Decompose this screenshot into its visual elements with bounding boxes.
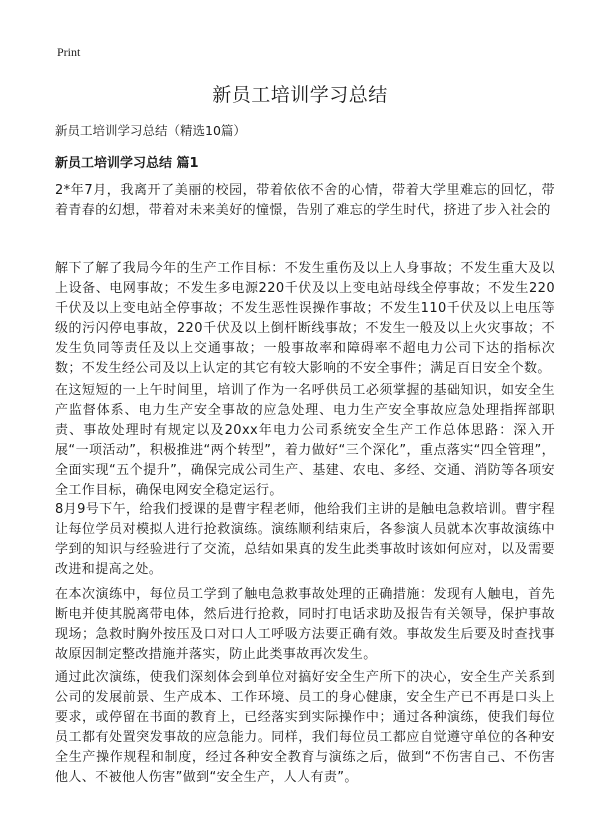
paragraph-3: 在这短短的一上午时间里，培训了作为一名呼供员工必须掌握的基础知识，如安全生产监督体系、电力生产安全事故的应急处理、电力生产安全事故应急处理指挥部职责、事故处理时有规定以及20xx年电力公司系统安全生产工作总体思路：深入开展“一项活动”，积极推进“两个转型”，着力做好“三个深化”，重点落实“四全管理”，全面实现“五个提升”，确保完成公司生产、基建、农电、多经、交通、消防等各项安全工作目标，确保电网安全稳定运行。 <box>55 383 555 498</box>
paragraph-4: 8月9号下午，给我们授课的是曹宇程老师，他给我们主讲的是触电急救培训。曹宇程让每位学员对模拟人进行抢救演练。演练顺利结束后，各参演人员就本次事故演练中学到的知识与经验进行了交流，总结如果真的发生此类事故时该如何应对，以及需要改进和提高之处。 <box>55 502 555 577</box>
page-title: 新员工培训学习总结 <box>212 84 388 106</box>
paragraph-1: 2*年7月，我离开了美丽的校园，带着依依不舍的心情，带着大学里难忘的回忆，带着青春的幻想，带着对未来美好的憧憬，告别了难忘的学生时代，挤进了步入社会的 <box>55 183 555 218</box>
paragraph-5: 在本次演练中，每位员工学到了触电急救事故处理的正确措施：发现有人触电，首先断电并使其脱离带电体，然后进行抢救，同时打电话求助及报告有关领导，保护事故现场；急救时胸外按压及口对口人工呼吸方法要正确有效。事故发生后要及时查找事故原因制定整改措施并落实，防止此类事故再次发生。 <box>55 587 555 662</box>
print-link[interactable]: Print <box>57 45 81 59</box>
section-heading: 新员工培训学习总结 篇1 <box>55 156 199 171</box>
paragraph-2: 解下了解了我局今年的生产工作目标：不发生重伤及以上人身事故；不发生重大及以上设备、电网事故；不发生多电源220千伏及以上变电站母线全停事故；不发生220千伏及以上变电站全停事故；不发生恶性误操作事故；不发生110千伏及以上电压等级的污闪停电事故，220千伏及以上倒杆断线事故；不发生一般及以上火灾事故；不发生负同等责任及以上交通事故；一般事故率和障碍率不超电力公司下达的指标次数；不发生经公司及以上认定的其它有较大影响的不安全事件；满足百日安全个数。 <box>55 261 555 376</box>
paragraph-6: 通过此次演练，使我们深刻体会到单位对搞好安全生产所下的决心，安全生产关系到公司的发展前景、生产成本、工作环境、员工的身心健康，安全生产已不再是口头上要求，或停留在书面的教育上，已经落实到实际操作中；通过各种演练，使我们每位员工都有处置突发事故的应急能力。同样，我们每位员工都应自觉遵守单位的各种安全生产操作规程和制度，经过各种安全教育与演练之后，做到“不伤害自己、不伤害他人、不被他人伤害”做到“安全生产，人人有责”。 <box>55 670 555 785</box>
document-subtitle: 新员工培训学习总结（精选10篇） <box>55 123 246 138</box>
